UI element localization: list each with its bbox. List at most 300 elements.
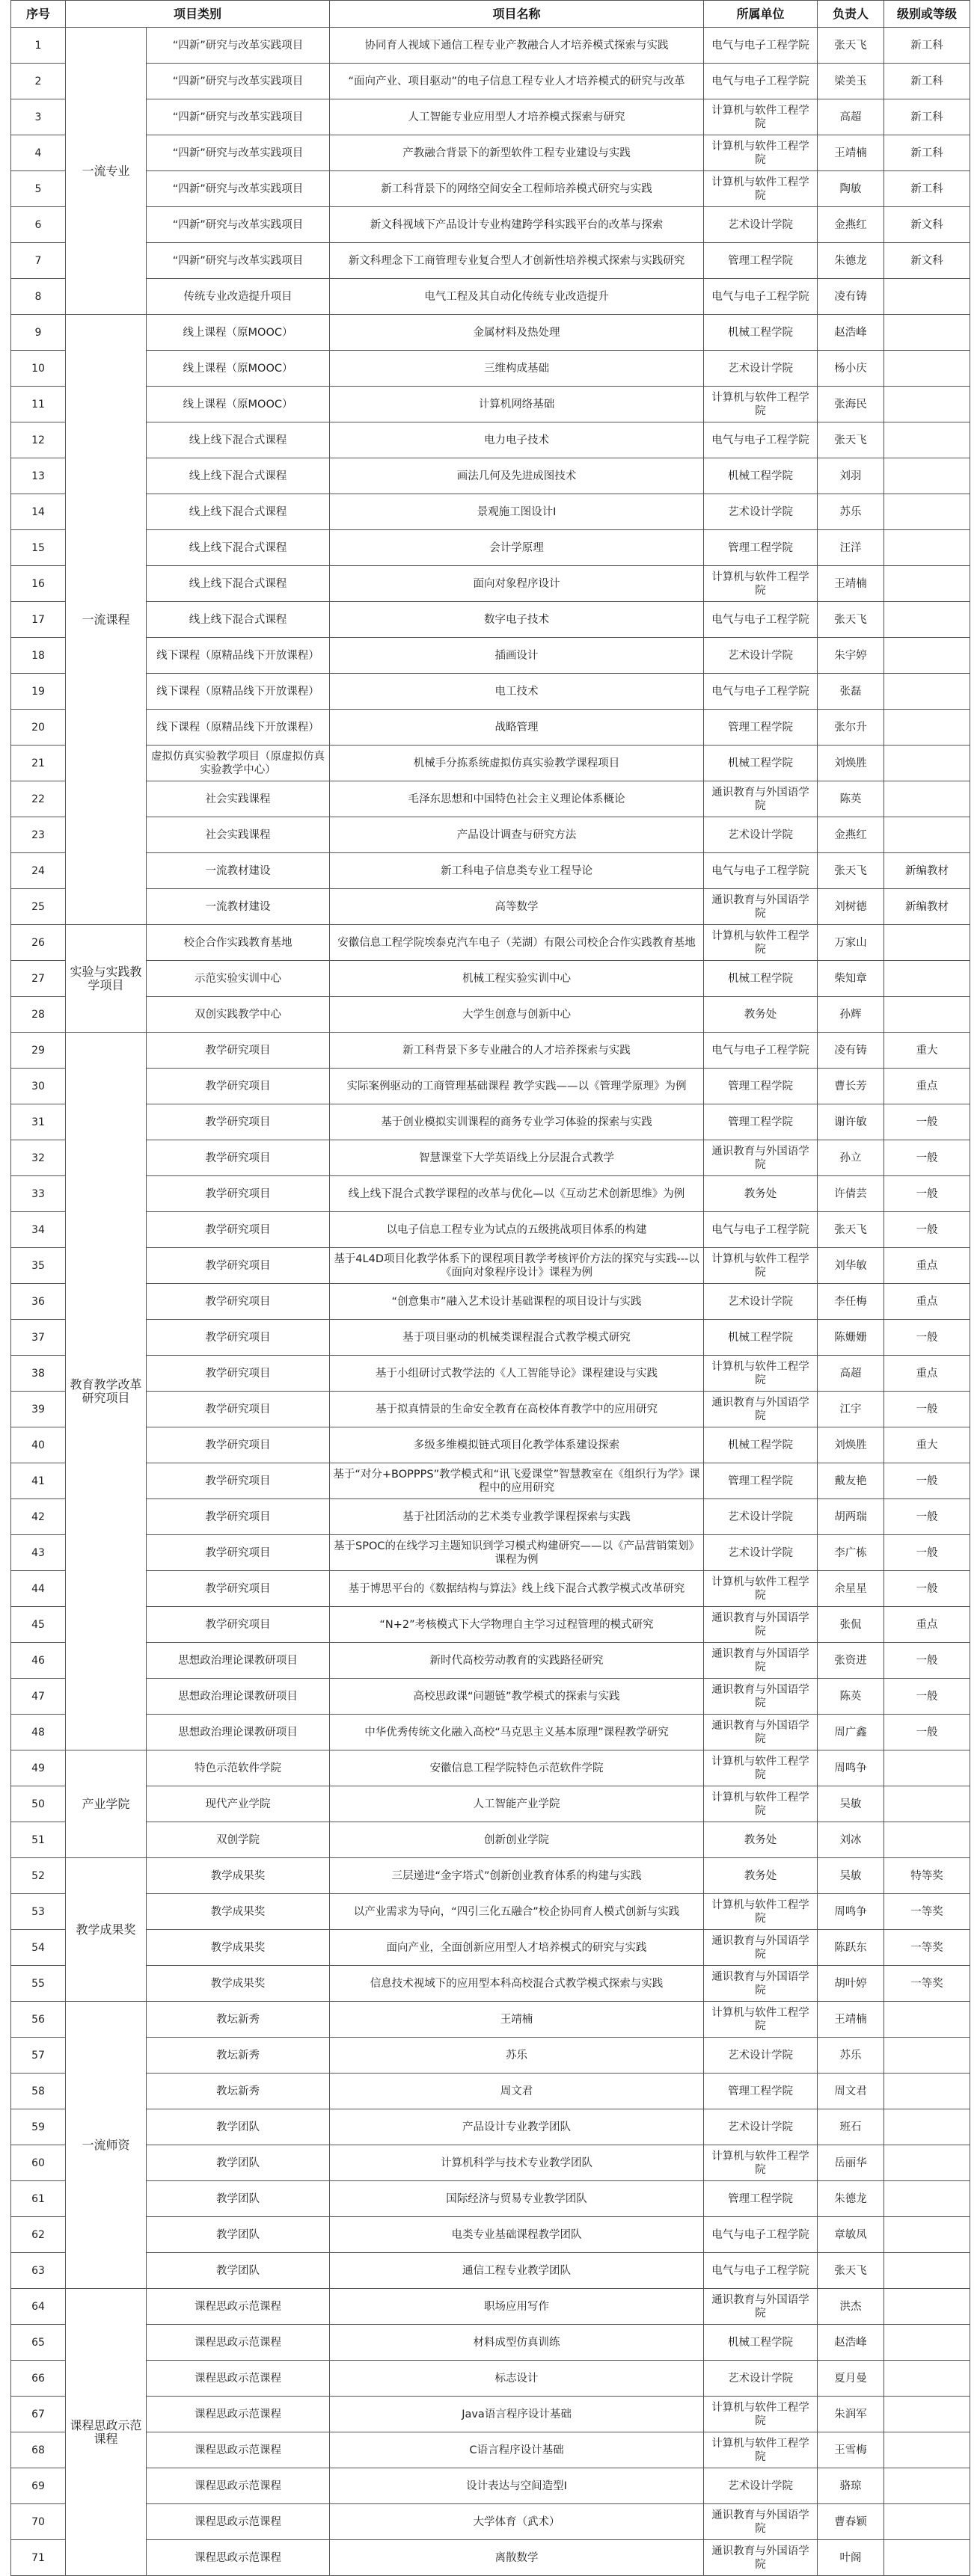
project-table: [10, 0, 970, 2576]
project-unit: 艺术设计学院: [704, 494, 818, 530]
header-level: 级别或等级: [884, 1, 970, 28]
table-row: [11, 1140, 970, 1176]
project-leader: 骆琼: [818, 2468, 884, 2504]
project-unit: 管理工程学院: [704, 2074, 818, 2109]
project-leader: 刘树德: [818, 889, 884, 925]
table-row: [11, 494, 970, 530]
row-index: 6: [11, 207, 66, 243]
project-leader: 张资进: [818, 1643, 884, 1679]
project-name: 标志设计: [330, 2361, 704, 2397]
project-name: C语言程序设计基础: [330, 2432, 704, 2468]
project-unit: 艺术设计学院: [704, 1284, 818, 1320]
project-type: 课程思政示范课程: [147, 2397, 330, 2432]
project-leader: 陈跃东: [818, 1930, 884, 1966]
project-name: 会计学原理: [330, 530, 704, 566]
project-level: [884, 458, 970, 494]
project-unit: 通识教育与外国语学院: [704, 1643, 818, 1679]
project-name: 协同育人视域下通信工程专业产教融合人才培养模式探索与实践: [330, 28, 704, 64]
project-leader: 周鸣争: [818, 1894, 884, 1930]
row-index: 26: [11, 925, 66, 961]
project-name: 职场应用写作: [330, 2289, 704, 2325]
project-leader: 江宇: [818, 1392, 884, 1427]
project-name: 插画设计: [330, 638, 704, 674]
project-leader: 陈英: [818, 781, 884, 817]
project-name: “面向产业、项目驱动”的电子信息工程专业人才培养模式的研究与改革: [330, 64, 704, 99]
project-unit: 管理工程学院: [704, 530, 818, 566]
project-level: 新编教材: [884, 853, 970, 889]
table-row: [11, 1715, 970, 1750]
project-name: 电气工程及其自动化传统专业改造提升: [330, 279, 704, 315]
project-name: 基于小组研讨式教学法的《人工智能导论》课程建设与实践: [330, 1356, 704, 1392]
project-level: [884, 817, 970, 853]
project-leader: 章敏凤: [818, 2217, 884, 2253]
project-level: [884, 2289, 970, 2325]
project-name: 高等数学: [330, 889, 704, 925]
project-type: 虚拟仿真实验教学项目（原虚拟仿真实验教学中心）: [147, 746, 330, 781]
project-leader: 班石: [818, 2109, 884, 2145]
project-type: 教坛新秀: [147, 2002, 330, 2038]
project-name: 产品设计调查与研究方法: [330, 817, 704, 853]
row-index: 37: [11, 1320, 66, 1356]
project-type: “四新”研究与改革实践项目: [147, 64, 330, 99]
project-type: “四新”研究与改革实践项目: [147, 28, 330, 64]
project-level: 一等奖: [884, 1966, 970, 2002]
project-level: 一般: [884, 1571, 970, 1607]
table-row: [11, 1858, 970, 1894]
row-index: 70: [11, 2504, 66, 2540]
project-type: “四新”研究与改革实践项目: [147, 99, 330, 135]
row-index: 34: [11, 1212, 66, 1248]
project-leader: 张天飞: [818, 853, 884, 889]
project-leader: 凌有铸: [818, 279, 884, 315]
project-level: 一般: [884, 1535, 970, 1571]
row-index: 44: [11, 1571, 66, 1607]
project-name: 战略管理: [330, 710, 704, 746]
project-type: 线上课程（原MOOC）: [147, 315, 330, 351]
project-leader: 刘羽: [818, 458, 884, 494]
project-unit: 管理工程学院: [704, 243, 818, 279]
row-index: 60: [11, 2145, 66, 2181]
project-level: 一般: [884, 1463, 970, 1499]
project-leader: 曹长芳: [818, 1069, 884, 1104]
table-row: [11, 1392, 970, 1427]
row-index: 16: [11, 566, 66, 602]
project-unit: 计算机与软件工程学院: [704, 135, 818, 171]
project-leader: 余星星: [818, 1571, 884, 1607]
header-category: 项目类别: [66, 1, 330, 28]
project-type: 传统专业改造提升项目: [147, 279, 330, 315]
project-type: 一流教材建设: [147, 853, 330, 889]
table-row: [11, 2289, 970, 2325]
project-level: 新编教材: [884, 889, 970, 925]
table-row: [11, 2361, 970, 2397]
table-row: [11, 853, 970, 889]
table-row: [11, 279, 970, 315]
category-group: 一流课程: [66, 315, 147, 925]
project-unit: 计算机与软件工程学院: [704, 99, 818, 135]
row-index: 27: [11, 961, 66, 997]
project-unit: 艺术设计学院: [704, 638, 818, 674]
project-level: [884, 315, 970, 351]
project-level: [884, 2038, 970, 2074]
project-unit: 电气与电子工程学院: [704, 422, 818, 458]
project-unit: 教务处: [704, 1822, 818, 1858]
project-name: 安徽信息工程学院埃泰克汽车电子（芜湖）有限公司校企合作实践教育基地: [330, 925, 704, 961]
table-row: [11, 2074, 970, 2109]
project-leader: 刘华敏: [818, 1248, 884, 1284]
table-row: [11, 28, 970, 64]
project-type: 教学研究项目: [147, 1571, 330, 1607]
project-type: 教学研究项目: [147, 1212, 330, 1248]
project-leader: 吴敏: [818, 1858, 884, 1894]
project-unit: 计算机与软件工程学院: [704, 171, 818, 207]
project-leader: 汪洋: [818, 530, 884, 566]
project-type: 教学研究项目: [147, 1140, 330, 1176]
row-index: 65: [11, 2325, 66, 2361]
project-type: 示范实验实训中心: [147, 961, 330, 997]
project-unit: 机械工程学院: [704, 2325, 818, 2361]
project-leader: 高超: [818, 99, 884, 135]
project-type: 线上课程（原MOOC）: [147, 351, 330, 387]
project-unit: 教务处: [704, 997, 818, 1033]
project-leader: 朱润军: [818, 2397, 884, 2432]
project-unit: 电气与电子工程学院: [704, 2253, 818, 2289]
project-unit: 计算机与软件工程学院: [704, 2397, 818, 2432]
table-row: [11, 961, 970, 997]
table-row: [11, 1930, 970, 1966]
project-type: 教学团队: [147, 2253, 330, 2289]
project-name: 高校思政课“问题链”教学模式的探索与实践: [330, 1679, 704, 1715]
project-leader: 孙立: [818, 1140, 884, 1176]
project-level: [884, 997, 970, 1033]
project-leader: 胡两瑞: [818, 1499, 884, 1535]
project-level: 一般: [884, 1140, 970, 1176]
project-type: 教学成果奖: [147, 1894, 330, 1930]
project-unit: 电气与电子工程学院: [704, 64, 818, 99]
project-unit: 计算机与软件工程学院: [704, 1786, 818, 1822]
table-row: [11, 2397, 970, 2432]
row-index: 33: [11, 1176, 66, 1212]
project-name: 基于项目驱动的机械类课程混合式教学模式研究: [330, 1320, 704, 1356]
project-type: 教学研究项目: [147, 1535, 330, 1571]
table-row: [11, 2002, 970, 2038]
project-name: 信息技术视域下的应用型本科高校混合式教学模式探索与实践: [330, 1966, 704, 2002]
table-row: [11, 1822, 970, 1858]
project-leader: 张天飞: [818, 1212, 884, 1248]
project-type: 教学团队: [147, 2109, 330, 2145]
row-index: 61: [11, 2181, 66, 2217]
project-unit: 计算机与软件工程学院: [704, 925, 818, 961]
project-type: 课程思政示范课程: [147, 2468, 330, 2504]
project-level: [884, 530, 970, 566]
project-type: 线上线下混合式课程: [147, 530, 330, 566]
project-name: 人工智能专业应用型人才培养模式探索与研究: [330, 99, 704, 135]
row-index: 66: [11, 2361, 66, 2397]
project-leader: 刘焕胜: [818, 746, 884, 781]
project-unit: 通识教育与外国语学院: [704, 1966, 818, 2002]
project-leader: 胡叶婷: [818, 1966, 884, 2002]
project-unit: 计算机与软件工程学院: [704, 566, 818, 602]
project-type: 教学研究项目: [147, 1284, 330, 1320]
project-unit: 通识教育与外国语学院: [704, 1140, 818, 1176]
project-type: 一流教材建设: [147, 889, 330, 925]
table-row: [11, 1033, 970, 1069]
project-type: 课程思政示范课程: [147, 2325, 330, 2361]
project-level: [884, 2217, 970, 2253]
project-level: 一般: [884, 1176, 970, 1212]
project-level: [884, 494, 970, 530]
project-type: 教学研究项目: [147, 1248, 330, 1284]
project-level: [884, 2181, 970, 2217]
project-unit: 艺术设计学院: [704, 1499, 818, 1535]
row-index: 49: [11, 1750, 66, 1786]
project-leader: 许倩芸: [818, 1176, 884, 1212]
project-unit: 艺术设计学院: [704, 351, 818, 387]
project-level: [884, 710, 970, 746]
project-leader: 赵浩峰: [818, 2325, 884, 2361]
category-group: 产业学院: [66, 1750, 147, 1858]
project-leader: 张天飞: [818, 28, 884, 64]
table-row: [11, 458, 970, 494]
project-unit: 电气与电子工程学院: [704, 674, 818, 710]
row-index: 5: [11, 171, 66, 207]
project-name: 大学体育（武术）: [330, 2504, 704, 2540]
project-leader: 刘冰: [818, 1822, 884, 1858]
project-type: 思想政治理论课教研项目: [147, 1715, 330, 1750]
project-unit: 艺术设计学院: [704, 1535, 818, 1571]
table-row: [11, 602, 970, 638]
project-unit: 电气与电子工程学院: [704, 602, 818, 638]
project-level: 特等奖: [884, 1858, 970, 1894]
table-row: [11, 781, 970, 817]
project-leader: 苏乐: [818, 2038, 884, 2074]
row-index: 46: [11, 1643, 66, 1679]
project-type: 教学研究项目: [147, 1392, 330, 1427]
project-level: 一等奖: [884, 1930, 970, 1966]
header-leader: 负责人: [818, 1, 884, 28]
row-index: 52: [11, 1858, 66, 1894]
project-type: 思想政治理论课教研项目: [147, 1679, 330, 1715]
project-level: 一般: [884, 1104, 970, 1140]
project-unit: 通识教育与外国语学院: [704, 889, 818, 925]
row-index: 4: [11, 135, 66, 171]
project-level: 重点: [884, 1069, 970, 1104]
project-type: “四新”研究与改革实践项目: [147, 243, 330, 279]
project-leader: 朱德龙: [818, 2181, 884, 2217]
project-type: “四新”研究与改革实践项目: [147, 135, 330, 171]
table-header: [11, 1, 970, 28]
project-name: 多级多维模拟链式项目化教学体系建设探索: [330, 1427, 704, 1463]
project-leader: 柴知章: [818, 961, 884, 997]
row-index: 63: [11, 2253, 66, 2289]
project-level: [884, 2002, 970, 2038]
category-group: 实验与实践教学项目: [66, 925, 147, 1033]
project-type: 教学团队: [147, 2181, 330, 2217]
project-unit: 通识教育与外国语学院: [704, 2504, 818, 2540]
project-level: 新工科: [884, 28, 970, 64]
row-index: 9: [11, 315, 66, 351]
project-level: 重点: [884, 1356, 970, 1392]
table-row: [11, 1679, 970, 1715]
project-name: 以电子信息工程专业为试点的五级挑战项目体系的构建: [330, 1212, 704, 1248]
project-name: 基于创业模拟实训课程的商务专业学习体验的探索与实践: [330, 1104, 704, 1140]
project-type: 教学研究项目: [147, 1069, 330, 1104]
project-level: 新工科: [884, 135, 970, 171]
project-unit: 电气与电子工程学院: [704, 853, 818, 889]
project-level: [884, 674, 970, 710]
project-type: 线下课程（原精品线下开放课程）: [147, 674, 330, 710]
project-name: 周文君: [330, 2074, 704, 2109]
row-index: 31: [11, 1104, 66, 1140]
table-row: [11, 387, 970, 422]
category-group: 教学成果奖: [66, 1858, 147, 2002]
project-leader: 高超: [818, 1356, 884, 1392]
project-level: [884, 279, 970, 315]
project-leader: 金燕红: [818, 207, 884, 243]
table-row: [11, 1427, 970, 1463]
header-index: 序号: [11, 1, 66, 28]
project-level: [884, 2145, 970, 2181]
project-unit: 电气与电子工程学院: [704, 28, 818, 64]
project-level: [884, 746, 970, 781]
row-index: 41: [11, 1463, 66, 1499]
category-group: 教育教学改革研究项目: [66, 1033, 147, 1750]
project-type: 教学成果奖: [147, 1858, 330, 1894]
project-type: 特色示范软件学院: [147, 1750, 330, 1786]
project-unit: 艺术设计学院: [704, 817, 818, 853]
project-level: 新工科: [884, 171, 970, 207]
project-type: 教学研究项目: [147, 1320, 330, 1356]
project-name: 新工科背景下多专业融合的人才培养探索与实践: [330, 1033, 704, 1069]
table-row: [11, 1356, 970, 1392]
table-row: [11, 422, 970, 458]
project-name: 新文科视域下产品设计专业构建跨学科实践平台的改革与探索: [330, 207, 704, 243]
table-row: [11, 2109, 970, 2145]
project-level: [884, 2361, 970, 2397]
project-unit: 通识教育与外国语学院: [704, 1715, 818, 1750]
project-name: 王靖楠: [330, 2002, 704, 2038]
project-name: 金属材料及热处理: [330, 315, 704, 351]
project-leader: 洪杰: [818, 2289, 884, 2325]
table-row: [11, 2540, 970, 2576]
project-type: 教学研究项目: [147, 1427, 330, 1463]
project-name: Java语言程序设计基础: [330, 2397, 704, 2432]
row-index: 7: [11, 243, 66, 279]
project-level: 一般: [884, 1212, 970, 1248]
project-level: [884, 1822, 970, 1858]
project-unit: 电气与电子工程学院: [704, 1033, 818, 1069]
table-body: [11, 28, 970, 2576]
project-name: 电工技术: [330, 674, 704, 710]
project-type: 课程思政示范课程: [147, 2432, 330, 2468]
project-name: 基于“对分+BOPPPS”教学模式和“讯飞爱课堂”智慧教室在《组织行为学》课程中的应用研究: [330, 1463, 704, 1499]
project-level: [884, 1750, 970, 1786]
project-unit: 机械工程学院: [704, 961, 818, 997]
project-unit: 管理工程学院: [704, 710, 818, 746]
table-row: [11, 2038, 970, 2074]
table-row: [11, 99, 970, 135]
project-unit: 电气与电子工程学院: [704, 1212, 818, 1248]
project-type: 教学研究项目: [147, 1356, 330, 1392]
project-name: 产教融合背景下的新型软件工程专业建设与实践: [330, 135, 704, 171]
row-index: 69: [11, 2468, 66, 2504]
row-index: 55: [11, 1966, 66, 2002]
project-name: 新时代高校劳动教育的实践路径研究: [330, 1643, 704, 1679]
table-row: [11, 746, 970, 781]
table-row: [11, 1894, 970, 1930]
project-leader: 张天飞: [818, 422, 884, 458]
row-index: 3: [11, 99, 66, 135]
row-index: 17: [11, 602, 66, 638]
project-level: [884, 351, 970, 387]
project-leader: 孙辉: [818, 997, 884, 1033]
project-unit: 管理工程学院: [704, 1069, 818, 1104]
row-index: 42: [11, 1499, 66, 1535]
project-level: [884, 387, 970, 422]
project-unit: 计算机与软件工程学院: [704, 387, 818, 422]
project-unit: 电气与电子工程学院: [704, 2217, 818, 2253]
project-name: 大学生创意与创新中心: [330, 997, 704, 1033]
project-type: 教学研究项目: [147, 1607, 330, 1643]
row-index: 43: [11, 1535, 66, 1571]
row-index: 25: [11, 889, 66, 925]
project-unit: 机械工程学院: [704, 746, 818, 781]
project-name: 国际经济与贸易专业教学团队: [330, 2181, 704, 2217]
project-unit: 通识教育与外国语学院: [704, 1930, 818, 1966]
project-level: 一般: [884, 1643, 970, 1679]
table-row: [11, 1284, 970, 1320]
project-leader: 李广栋: [818, 1535, 884, 1571]
project-name: 通信工程专业教学团队: [330, 2253, 704, 2289]
project-leader: 吴敏: [818, 1786, 884, 1822]
project-type: 线上线下混合式课程: [147, 494, 330, 530]
project-name: 苏乐: [330, 2038, 704, 2074]
project-leader: 李任梅: [818, 1284, 884, 1320]
project-leader: 朱德龙: [818, 243, 884, 279]
project-leader: 王靖楠: [818, 566, 884, 602]
row-index: 29: [11, 1033, 66, 1069]
project-name: 三层递进“金字塔式”创新创业教育体系的构建与实践: [330, 1858, 704, 1894]
project-type: 线上线下混合式课程: [147, 602, 330, 638]
project-name: “创意集市”融入艺术设计基础课程的项目设计与实践: [330, 1284, 704, 1320]
project-name: “N+2”考核模式下大学物理自主学习过程管理的模式研究: [330, 1607, 704, 1643]
project-name: 基于博思平台的《数据结构与算法》线上线下混合式教学模式改革研究: [330, 1571, 704, 1607]
project-type: 校企合作实践教育基地: [147, 925, 330, 961]
project-leader: 朱宇婷: [818, 638, 884, 674]
table-row: [11, 64, 970, 99]
project-level: 一般: [884, 1320, 970, 1356]
project-leader: 岳丽华: [818, 2145, 884, 2181]
project-level: [884, 422, 970, 458]
project-name: 三维构成基础: [330, 351, 704, 387]
project-level: [884, 2397, 970, 2432]
table-row: [11, 674, 970, 710]
row-index: 68: [11, 2432, 66, 2468]
project-name: 机械手分拣系统虚拟仿真实验教学课程项目: [330, 746, 704, 781]
table-row: [11, 2145, 970, 2181]
table-row: [11, 351, 970, 387]
project-unit: 艺术设计学院: [704, 2109, 818, 2145]
row-index: 45: [11, 1607, 66, 1643]
project-level: [884, 1786, 970, 1822]
project-unit: 通识教育与外国语学院: [704, 2540, 818, 2576]
project-name: 离散数学: [330, 2540, 704, 2576]
project-name: 毛泽东思想和中国特色社会主义理论体系概论: [330, 781, 704, 817]
project-name: 机械工程实验实训中心: [330, 961, 704, 997]
project-unit: 机械工程学院: [704, 1427, 818, 1463]
project-type: 教坛新秀: [147, 2038, 330, 2074]
row-index: 8: [11, 279, 66, 315]
